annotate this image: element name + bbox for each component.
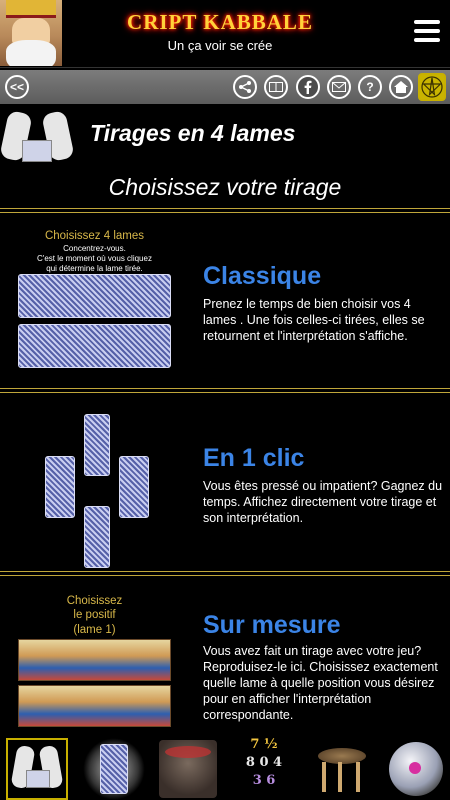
back-button[interactable] xyxy=(5,75,29,99)
option-description: Vous êtes pressé ou impatient? Gagnez du temps. Affichez directement votre tirage et son interprétation. xyxy=(203,479,443,525)
option-caption: Choisissez xyxy=(66,595,123,607)
app-header xyxy=(0,0,450,68)
nav-crystal-ball-icon[interactable] xyxy=(385,738,447,800)
king-avatar xyxy=(0,0,62,66)
option-caption: (lame 1) xyxy=(73,624,116,636)
numbers-art xyxy=(233,738,295,800)
facebook-icon[interactable] xyxy=(296,75,320,99)
choose-title: Choisissez votre tirage xyxy=(108,174,342,200)
option-title: Classique xyxy=(203,262,322,290)
numbers-line: 7 ½ xyxy=(250,737,278,752)
option-caption-small: qui détermine la lame tirée. xyxy=(46,264,143,273)
numbers-line: 8 0 4 xyxy=(245,755,283,770)
divider xyxy=(0,392,450,393)
pentagram-icon[interactable] xyxy=(418,73,446,101)
bottom-nav xyxy=(0,736,450,800)
divider xyxy=(0,208,450,209)
hands-with-deck-icon xyxy=(0,110,74,168)
app-subtitle: Un ça voir se crée xyxy=(167,38,273,53)
mail-icon[interactable] xyxy=(327,75,351,99)
divider xyxy=(0,575,450,576)
app-title: CRIPT KABBALE xyxy=(127,10,313,34)
section-header xyxy=(0,104,450,214)
nav-table-icon[interactable] xyxy=(310,738,372,800)
divider xyxy=(0,388,450,389)
crown-icon xyxy=(6,0,56,18)
option-description: Vous avez fait un tirage avec votre jeu? Reproduisez-le ici. Choisissez exactement quelle lame à quelle position vous désirez pour en afficher l'interprétation correspondante. xyxy=(203,644,438,722)
option-title: Sur mesure xyxy=(203,611,341,639)
option-description: Prenez le temps de bien choisir vos 4 lames . Une fois celles-ci tirées, elles se retournent et l'interprétation s'affiche. xyxy=(203,297,425,343)
toolbar xyxy=(0,70,450,104)
nav-face-icon[interactable] xyxy=(157,738,219,800)
help-icon[interactable]: ? xyxy=(358,75,382,99)
option-caption-small: C'est le moment où vous cliquez xyxy=(37,254,152,263)
card-grid xyxy=(18,274,171,368)
back-label: << xyxy=(9,80,24,94)
option-caption-small: Concentrez-vous. xyxy=(63,244,126,253)
numbers-line: 3 6 xyxy=(252,773,276,788)
hamburger-menu-icon[interactable] xyxy=(414,20,440,42)
beard xyxy=(6,40,56,66)
share-icon[interactable] xyxy=(233,75,257,99)
home-icon[interactable] xyxy=(389,75,413,99)
page-title: Tirages en 4 lames xyxy=(90,120,296,146)
option-en-1-clic[interactable] xyxy=(0,394,450,570)
cross-cards xyxy=(45,414,155,550)
option-title: En 1 clic xyxy=(203,444,305,472)
divider xyxy=(0,212,450,213)
option-classique[interactable] xyxy=(0,214,450,386)
divider xyxy=(0,571,450,572)
option-sur-mesure[interactable] xyxy=(0,577,450,735)
option-caption: le positif xyxy=(73,609,116,621)
nav-numbers-icon[interactable] xyxy=(233,738,295,800)
nav-card-icon[interactable] xyxy=(83,738,145,800)
tarot-grid xyxy=(18,639,171,733)
book-icon[interactable] xyxy=(264,75,288,99)
option-caption: Choisissez 4 lames xyxy=(44,230,145,242)
nav-hands-icon[interactable] xyxy=(6,738,68,800)
